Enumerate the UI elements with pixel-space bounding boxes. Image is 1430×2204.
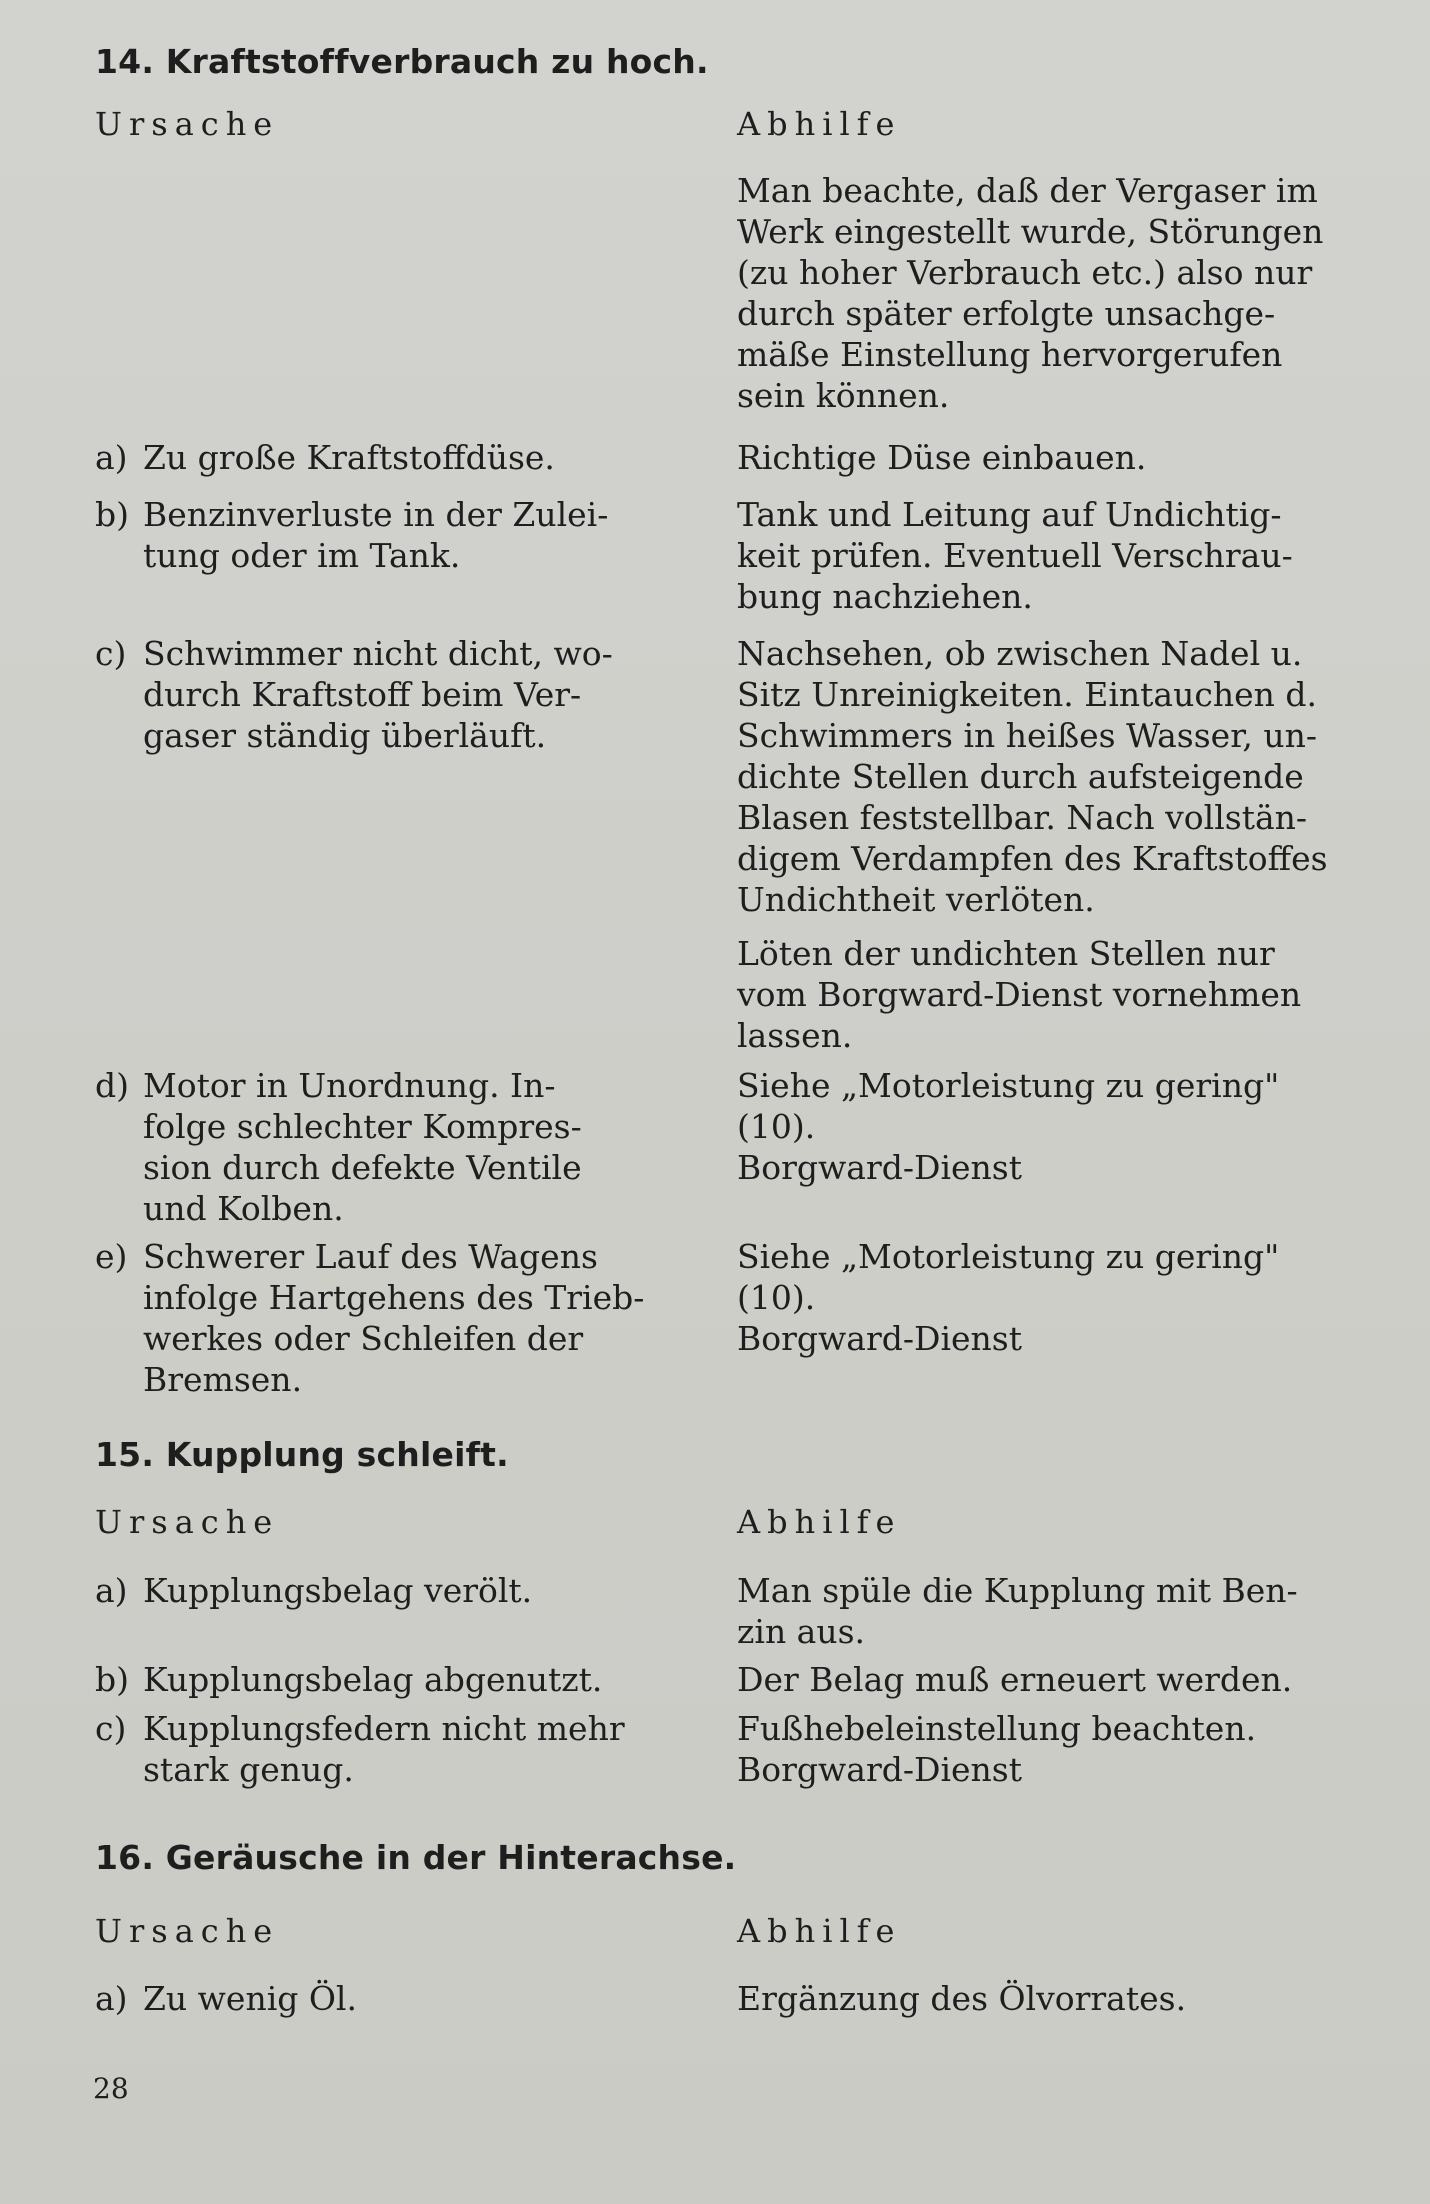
remedy-text: Fußhebeleinstellung beachten. Borgward-Dienst bbox=[737, 1709, 1257, 1789]
item-label: a) bbox=[95, 1979, 128, 2018]
remedy-text: Richtige Düse einbauen. bbox=[737, 438, 1147, 477]
page-number: 28 bbox=[93, 2072, 129, 2105]
cause-text: Schwimmer nicht dicht, wo- durch Kraftstoff beim Ver- gaser ständig überläuft. bbox=[143, 634, 613, 755]
item-label: c) bbox=[95, 634, 127, 673]
remedy-label: Abhilfe bbox=[737, 1503, 902, 1541]
cause-text: Kupplungsfedern nicht mehr stark genug. bbox=[143, 1709, 625, 1789]
cause-text: Kupplungsbelag abgenutzt. bbox=[143, 1660, 603, 1699]
remedy-note: Löten der undichten Stellen nur vom Borgward-Dienst vornehmen lassen. bbox=[737, 934, 1302, 1055]
section-heading-15: 15. Kupplung schleift. bbox=[95, 1435, 509, 1474]
remedy-text: Nachsehen, ob zwischen Nadel u. Sitz Unreinigkeiten. Eintauchen d. Schwimmers in heißes Wasser, un- dichte Stellen durch aufsteigende Blasen feststellbar. Nach vollstän- digem Verdampfen des Kraftstoffes Undichtheit verlöten. bbox=[737, 634, 1328, 919]
item-label: a) bbox=[95, 438, 128, 477]
item-label: e) bbox=[95, 1237, 128, 1276]
cause-text: Kupplungsbelag verölt. bbox=[143, 1571, 533, 1610]
cause-text: Zu wenig Öl. bbox=[143, 1979, 357, 2018]
cause-label: Ursache bbox=[95, 105, 280, 143]
cause-label: Ursache bbox=[95, 1503, 280, 1541]
cause-text: Benzinverluste in der Zulei- tung oder im Tank. bbox=[143, 495, 609, 575]
section-heading-14: 14. Kraftstoffverbrauch zu hoch. bbox=[95, 42, 709, 81]
remedy-label: Abhilfe bbox=[737, 1912, 902, 1950]
item-label: b) bbox=[95, 1660, 129, 1699]
cause-text: Motor in Unordnung. In- folge schlechter Kompres- sion durch defekte Ventile und Kolben. bbox=[143, 1066, 582, 1228]
remedy-label: Abhilfe bbox=[737, 105, 902, 143]
remedy-text: Siehe „Motorleistung zu gering" (10). Borgward-Dienst bbox=[737, 1066, 1280, 1187]
remedy-text: Der Belag muß erneuert werden. bbox=[737, 1660, 1293, 1699]
section-heading-16: 16. Geräusche in der Hinterachse. bbox=[95, 1838, 737, 1877]
item-label: a) bbox=[95, 1571, 128, 1610]
cause-text: Schwerer Lauf des Wagens infolge Hartgehens des Trieb- werkes oder Schleifen der Bremsen. bbox=[143, 1237, 645, 1399]
cause-label: Ursache bbox=[95, 1912, 280, 1950]
intro-remedy: Man beachte, daß der Vergaser im Werk eingestellt wurde, Störungen (zu hoher Verbrauch etc.) also nur durch später erfolgte unsachge- mäße Einstellung hervorgerufen sein können. bbox=[737, 171, 1324, 415]
remedy-text: Man spüle die Kupplung mit Ben- zin aus. bbox=[737, 1571, 1298, 1651]
cause-text: Zu große Kraftstoffdüse. bbox=[143, 438, 555, 477]
item-label: d) bbox=[95, 1066, 129, 1105]
item-label: c) bbox=[95, 1709, 127, 1748]
remedy-text: Tank und Leitung auf Undichtig- keit prüfen. Eventuell Verschrau- bung nachziehen. bbox=[737, 495, 1293, 616]
remedy-text: Ergänzung des Ölvorrates. bbox=[737, 1979, 1187, 2018]
remedy-text: Siehe „Motorleistung zu gering" (10). Borgward-Dienst bbox=[737, 1237, 1280, 1358]
item-label: b) bbox=[95, 495, 129, 534]
